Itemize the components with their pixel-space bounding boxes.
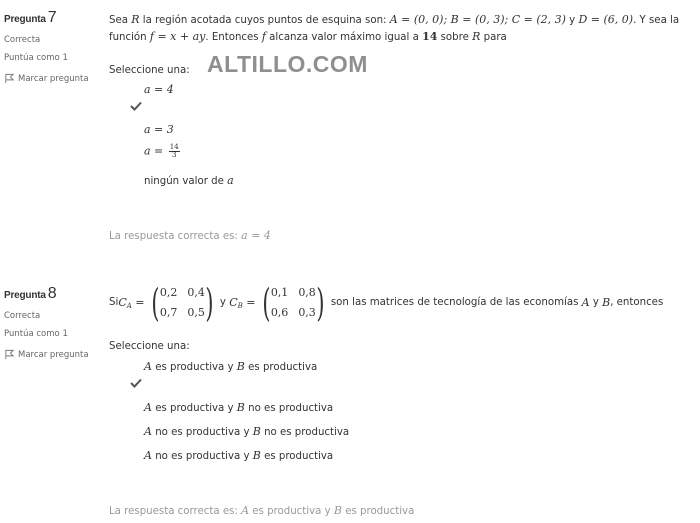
- question-7-grade: Puntúa como 1: [4, 53, 68, 63]
- question-8-prompt: Seleccione una:: [109, 341, 190, 352]
- question-8-info: [4, 285, 104, 360]
- question-7-correct-answer: La respuesta correcta es: a = 4: [109, 229, 271, 242]
- question-7-prompt: Seleccione una:: [109, 65, 190, 76]
- question-8-number: Pregunta 8: [4, 285, 57, 302]
- question-7-text-line1: Sea R la región acotada cuyos puntos de esquina son: A = (0, 0); B = (0, 3); C = (2, 3) y D = (6, 0). Y sea la: [109, 13, 680, 26]
- question-8-option-2[interactable]: A es productiva y B no es productiva: [144, 401, 334, 414]
- fraction: $\frac{14}{3}$: [169, 143, 179, 159]
- matrix-cb: ( 0,1 0,8 0,6 0,3 ): [262, 281, 325, 325]
- question-7-option-4[interactable]: ningún valor de a: [144, 174, 234, 187]
- check-icon: [130, 101, 142, 111]
- question-8-option-1[interactable]: A es productiva y B es productiva: [144, 360, 318, 373]
- watermark: ALTILLO.COM: [207, 51, 368, 77]
- question-7-text-line2: función f = x + ay. Entonces f alcanza valor máximo igual a 14 sobre R para: [109, 30, 507, 43]
- question-7-text: [109, 12, 679, 46]
- question-8-state: Correcta: [4, 311, 41, 321]
- question-8-grade: Puntúa como 1: [4, 329, 68, 339]
- question-7-state: Correcta: [4, 35, 41, 45]
- check-icon: [130, 378, 142, 388]
- question-8-correct-answer: La respuesta correcta es: A es productiva y B es productiva: [109, 504, 415, 517]
- question-7-flag-button[interactable]: Marcar pregunta: [4, 73, 104, 84]
- flag-icon: [4, 349, 15, 360]
- question-8-option-3[interactable]: A no es productiva y B no es productiva: [144, 425, 350, 438]
- question-7-number: Pregunta 7: [4, 9, 57, 26]
- question-7-option-2[interactable]: a = 3: [144, 123, 174, 136]
- flag-icon: [4, 73, 15, 84]
- matrix-ca: ( 0,2 0,4 0,7 0,5 ): [151, 281, 214, 325]
- question-7-option-3[interactable]: a = $\frac{14}{3}$: [144, 143, 179, 159]
- question-8-text: Si C A = ( 0,2 0,4 0,7 0,5 ) y C B = ( 0,1 0,8 0,6 0,3 ) son las matrices de tecnología de las economías A y B , entonces: [109, 281, 664, 325]
- question-7-info: [4, 9, 104, 84]
- question-7-option-1[interactable]: a = 4: [144, 83, 174, 96]
- question-8-option-4[interactable]: A no es productiva y B es productiva: [144, 449, 334, 462]
- question-8-flag-button[interactable]: Marcar pregunta: [4, 349, 104, 360]
